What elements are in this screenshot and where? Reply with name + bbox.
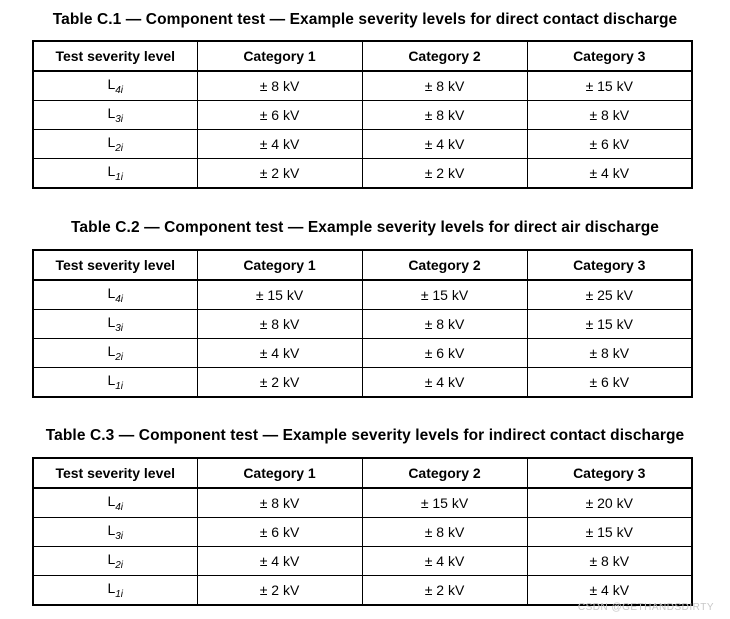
header-category-3: Category 3 [527, 41, 692, 71]
category-1-cell: ± 6 kV [197, 101, 362, 130]
category-3-cell: ± 4 kV [527, 576, 692, 606]
severity-level-cell: $L_{1i}$ [33, 368, 197, 398]
category-3-cell: ± 15 kV [527, 310, 692, 339]
category-3-cell: ± 4 kV [527, 159, 692, 189]
table-row [33, 280, 692, 310]
category-2-cell: ± 6 kV [362, 339, 527, 368]
category-2-cell: ± 4 kV [362, 547, 527, 576]
category-1-cell: ± 2 kV [197, 576, 362, 606]
category-1-cell: ± 8 kV [197, 488, 362, 518]
category-3-cell: ± 15 kV [527, 518, 692, 547]
header-test-severity-level: Test severity level [33, 250, 197, 280]
table-header-row [33, 458, 692, 488]
watermark: CSDN @GETHANDSDIRTY [577, 602, 714, 613]
header-category-3: Category 3 [527, 250, 692, 280]
table-row [33, 488, 692, 518]
table-row [33, 159, 692, 189]
category-1-cell: ± 4 kV [197, 130, 362, 159]
category-2-cell: ± 2 kV [362, 159, 527, 189]
category-1-cell: ± 4 kV [197, 339, 362, 368]
category-3-cell: ± 25 kV [527, 280, 692, 310]
severity-level-cell: $L_{3i}$ [33, 310, 197, 339]
severity-level-cell: $L_{1i}$ [33, 576, 197, 606]
table-header-row [33, 250, 692, 280]
severity-table-c3 [32, 457, 693, 606]
header-category-1: Category 1 [197, 458, 362, 488]
category-2-cell: ± 4 kV [362, 368, 527, 398]
table-row [33, 518, 692, 547]
category-2-cell: ± 15 kV [362, 488, 527, 518]
table-row [33, 310, 692, 339]
category-2-cell: ± 2 kV [362, 576, 527, 606]
category-3-cell: ± 8 kV [527, 101, 692, 130]
severity-level-cell: $L_{2i}$ [33, 547, 197, 576]
category-3-cell: ± 15 kV [527, 71, 692, 101]
category-3-cell: ± 20 kV [527, 488, 692, 518]
category-3-cell: ± 8 kV [527, 339, 692, 368]
category-3-cell: ± 6 kV [527, 130, 692, 159]
category-2-cell: ± 8 kV [362, 310, 527, 339]
header-category-2: Category 2 [362, 458, 527, 488]
severity-level-cell: $L_{4i}$ [33, 71, 197, 101]
table-caption-c1: Table C.1 — Component test — Example severity levels for direct contact discharge [52, 11, 678, 28]
header-category-3: Category 3 [527, 458, 692, 488]
severity-level-cell: $L_{2i}$ [33, 339, 197, 368]
category-1-cell: ± 4 kV [197, 547, 362, 576]
header-test-severity-level: Test severity level [33, 41, 197, 71]
table-caption-c2: Table C.2 — Component test — Example severity levels for direct air discharge [71, 219, 659, 236]
header-category-2: Category 2 [362, 250, 527, 280]
category-1-cell: ± 2 kV [197, 368, 362, 398]
severity-level-cell: $L_{4i}$ [33, 488, 197, 518]
table-header-row [33, 41, 692, 71]
category-2-cell: ± 8 kV [362, 101, 527, 130]
header-category-2: Category 2 [362, 41, 527, 71]
table-row [33, 339, 692, 368]
category-2-cell: ± 8 kV [362, 518, 527, 547]
header-category-1: Category 1 [197, 250, 362, 280]
category-1-cell: ± 2 kV [197, 159, 362, 189]
severity-level-cell: $L_{4i}$ [33, 280, 197, 310]
category-2-cell: ± 8 kV [362, 71, 527, 101]
severity-level-cell: $L_{1i}$ [33, 159, 197, 189]
header-test-severity-level: Test severity level [33, 458, 197, 488]
table-row [33, 130, 692, 159]
severity-level-cell: $L_{3i}$ [33, 101, 197, 130]
category-1-cell: ± 6 kV [197, 518, 362, 547]
severity-level-cell: $L_{2i}$ [33, 130, 197, 159]
severity-table-c1 [32, 40, 693, 189]
table-row [33, 71, 692, 101]
category-3-cell: ± 6 kV [527, 368, 692, 398]
table-row [33, 547, 692, 576]
category-2-cell: ± 4 kV [362, 130, 527, 159]
table-row [33, 576, 692, 606]
table-row [33, 368, 692, 398]
severity-table-c2 [32, 249, 693, 398]
header-category-1: Category 1 [197, 41, 362, 71]
category-1-cell: ± 8 kV [197, 71, 362, 101]
category-2-cell: ± 15 kV [362, 280, 527, 310]
category-3-cell: ± 8 kV [527, 547, 692, 576]
category-1-cell: ± 8 kV [197, 310, 362, 339]
severity-level-cell: $L_{3i}$ [33, 518, 197, 547]
category-1-cell: ± 15 kV [197, 280, 362, 310]
table-caption-c3: Table C.3 — Component test — Example severity levels for indirect contact discharge [45, 427, 685, 444]
table-row [33, 101, 692, 130]
